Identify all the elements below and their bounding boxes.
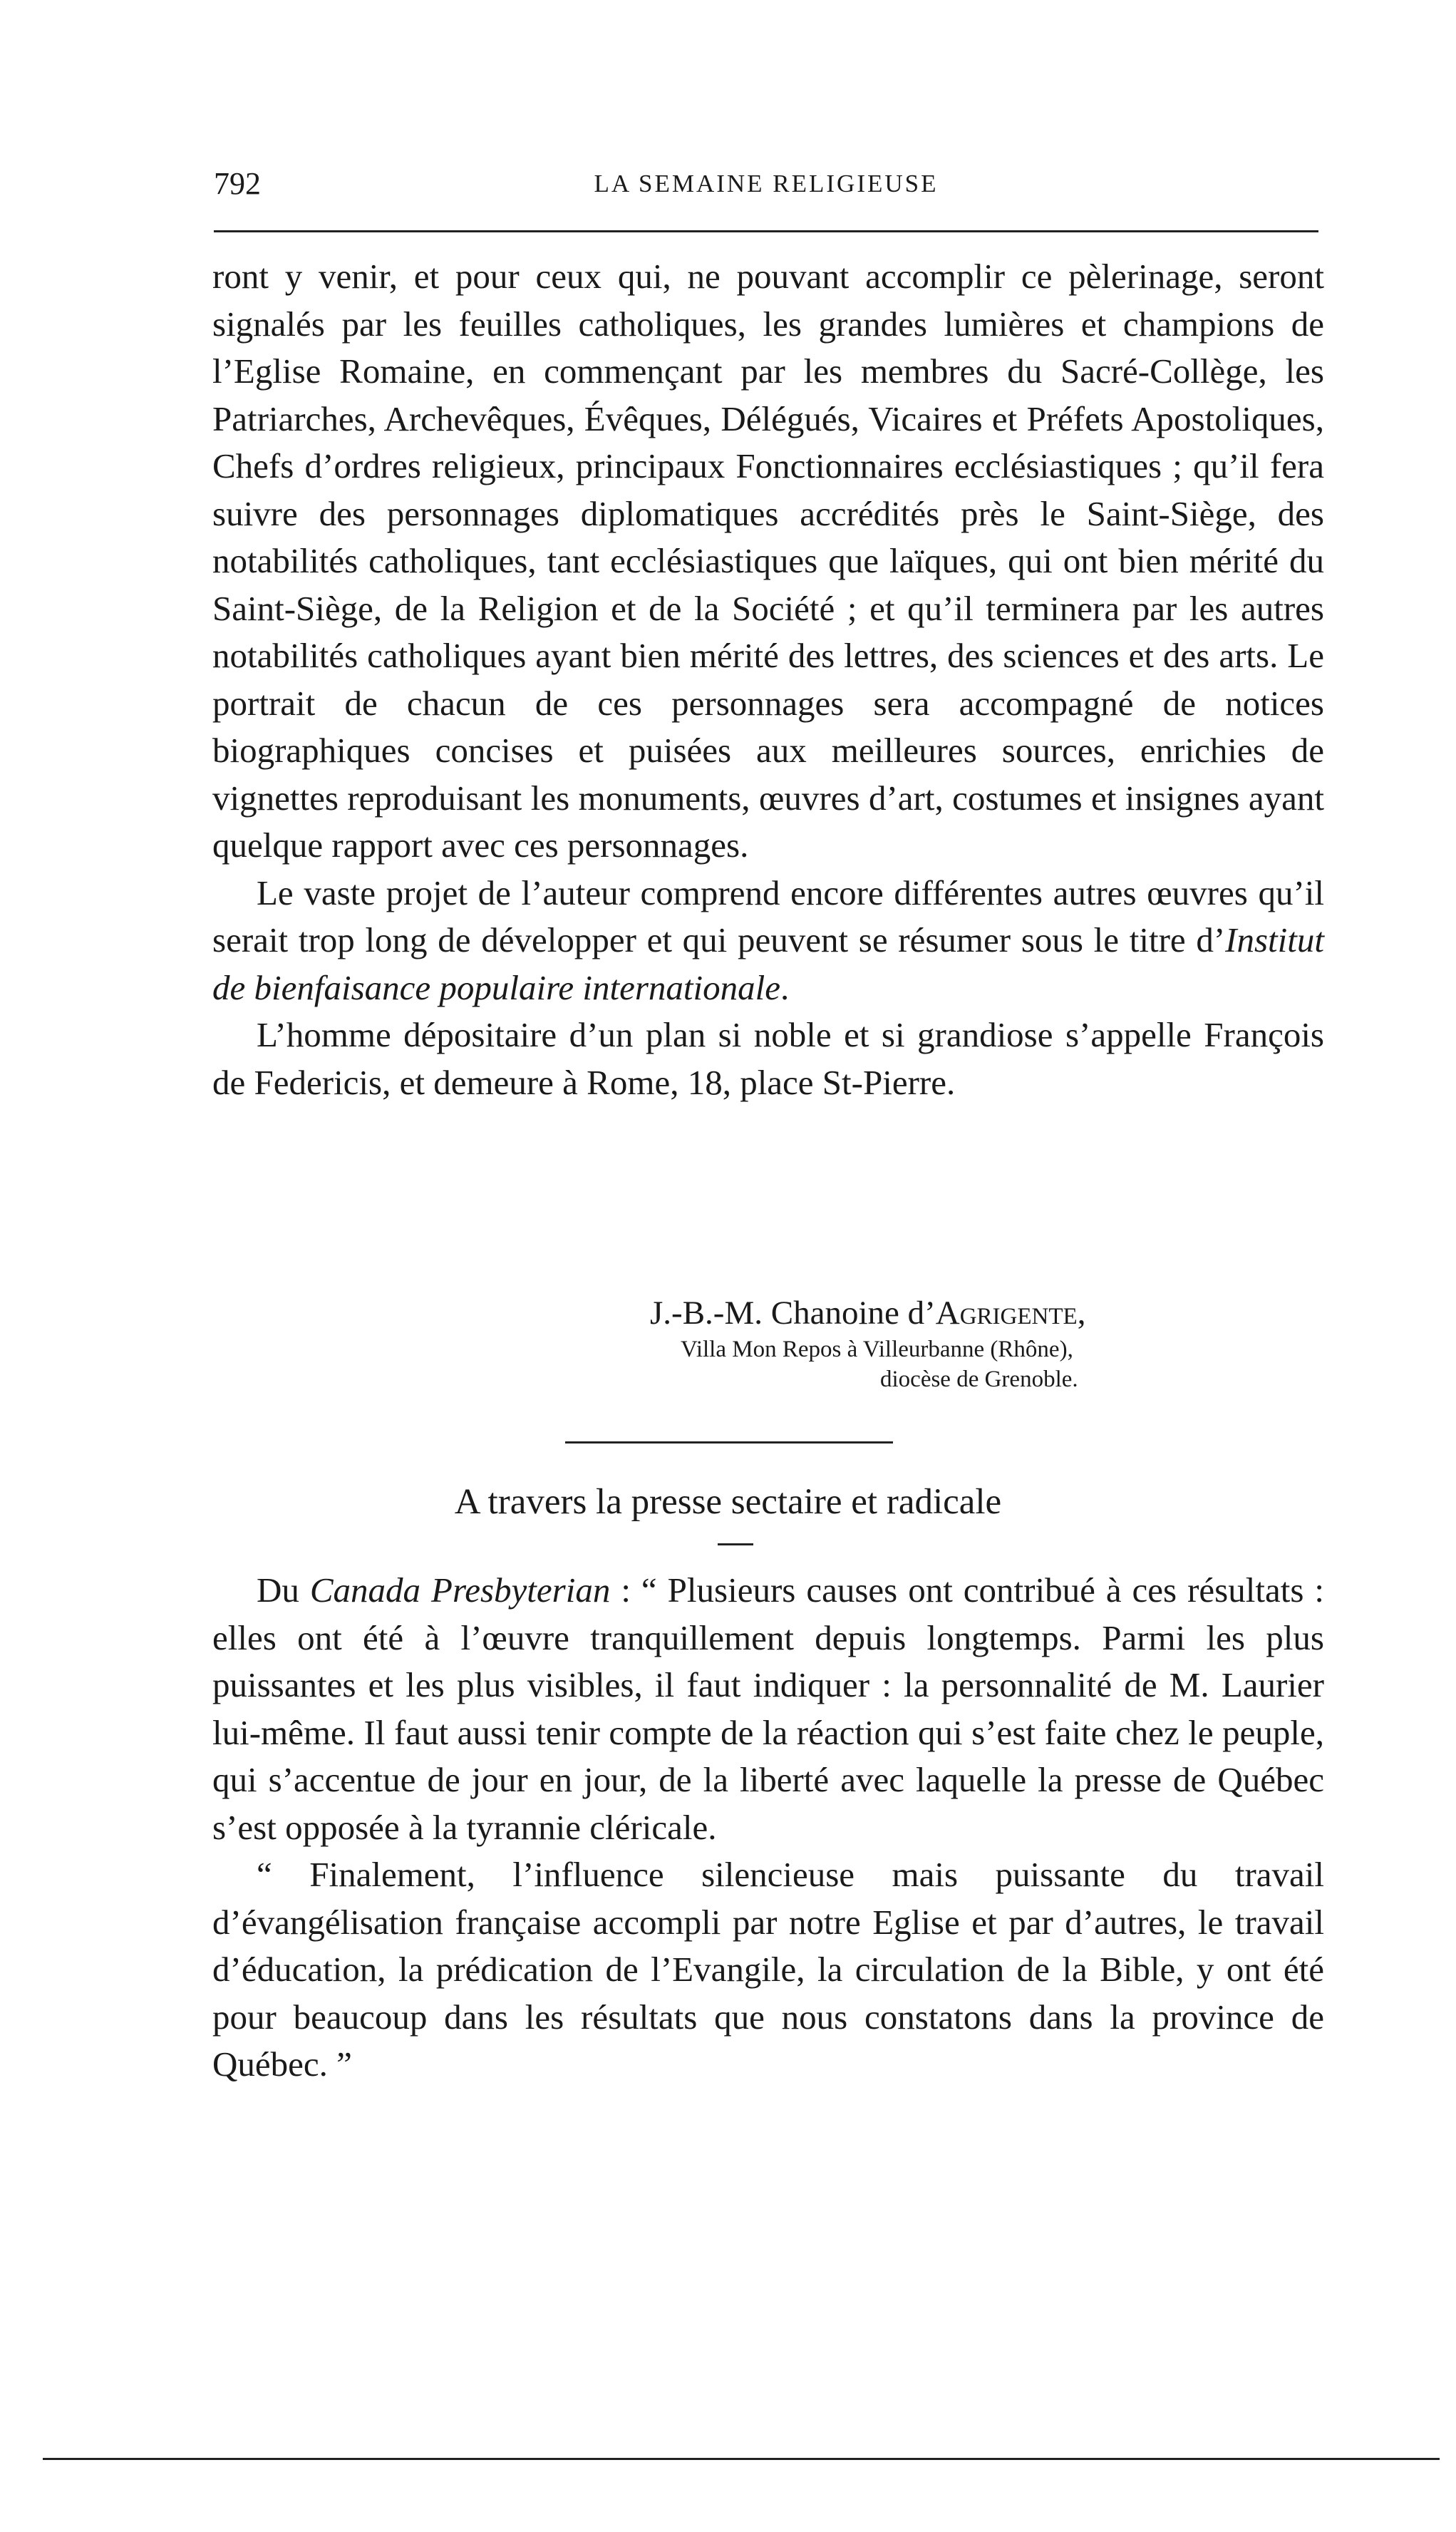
signature-name-suffix: , [1077, 1295, 1086, 1332]
section-divider [565, 1441, 893, 1443]
signature-diocese: diocèse de Grenoble. [880, 1367, 1078, 1392]
signature-name-prefix: J.-B.-M. Chanoine d’ [650, 1295, 936, 1332]
project-paragraph [212, 870, 1324, 1012]
signature-name-smallcaps: Agrigente [935, 1295, 1078, 1332]
quote-prefix: Du [257, 1570, 310, 1610]
final-paragraph: “ Finalement, l’influence silencieuse mais puissante du travail d’évangélisation française accompli par notre Eglise et par d’autres, le travail d’éducation, la prédication de l’Evangile, la circulation de la Bible, y ont été pour beaucoup dans les résultats que nous constatons dans la province de Québec. ” [212, 1855, 1324, 2084]
quote-text: : “ Plusieurs causes ont contribué à ces résultats : elles ont été à l’œuvre tranquillement depuis longtemps. Parmi les plus puissantes et les plus visibles, il faut indiquer : la personnalité de M. Laurier lui-même. Il faut aussi tenir compte de la réaction qui s’est faite chez le peuple, qui s’accentue de jour en jour, de la liberté avec laquelle la presse de Québec s’est opposée à la tyrannie cléricale. [212, 1570, 1324, 1847]
page-number: 792 [214, 166, 261, 201]
bottom-rule [43, 2458, 1440, 2460]
project-text: Le vaste projet de l’auteur comprend encore différentes autres œuvres qu’il serait trop long de développer et qui peuvent se résumer sous le titre d’ [212, 873, 1324, 959]
header-rule [214, 230, 1318, 232]
running-title: LA SEMAINE RELIGIEUSE [594, 170, 939, 197]
article-2-body [212, 1567, 1324, 2089]
page-header [214, 165, 1318, 208]
quote-source: Canada Presbyterian [309, 1570, 611, 1610]
article-2-title: A travers la presse sectaire et radicale [454, 1482, 1002, 1522]
project-end: . [780, 967, 790, 1007]
quote-paragraph [212, 1567, 1324, 1851]
signature-address: Villa Mon Repos à Villeurbanne (Rhône), [681, 1337, 1073, 1362]
signature-name [650, 1294, 1085, 1332]
closing-paragraph: L’homme dépositaire d’un plan si noble et si grandiose s’appelle François de Federicis, et demeure à Rome, 18, place St-Pierre. [212, 1015, 1324, 1102]
continued-paragraph: ront y venir, et pour ceux qui, ne pouvant accomplir ce pèlerinage, seront signalés par les feuilles catholiques, les grandes lumières et champions de l’Eglise Romaine, en commençant par les membres du Sacré-Collège, les Patriarches, Archevêques, Évêques, Délégués, Vicaires et Préfets Apostoliques, Chefs d’ordres religieux, principaux Fonctionnaires ecclésiastiques ; qu’il fera suivre des personnages diplomatiques accrédités près le Saint-Siège, des notabilités catholiques, tant ecclésiastiques que laïques, qui ont bien mérité du Saint-Siège, de la Religion et de la Société ; et qu’il terminera par les autres notabilités catholiques ayant bien mérité des lettres, des sciences et des arts. Le portrait de chacun de ces personnages sera accompagné de notices biographiques concises et puisées aux meilleures sources, enrichies de vignettes reproduisant les monuments, œuvres d’art, costumes et insignes ayant quelque rapport avec ces personnages. [212, 257, 1324, 865]
title-underline [718, 1543, 753, 1545]
article-1-body [212, 253, 1324, 1106]
institute-title: Institut de bienfaisance populaire internationale [212, 920, 1324, 1007]
